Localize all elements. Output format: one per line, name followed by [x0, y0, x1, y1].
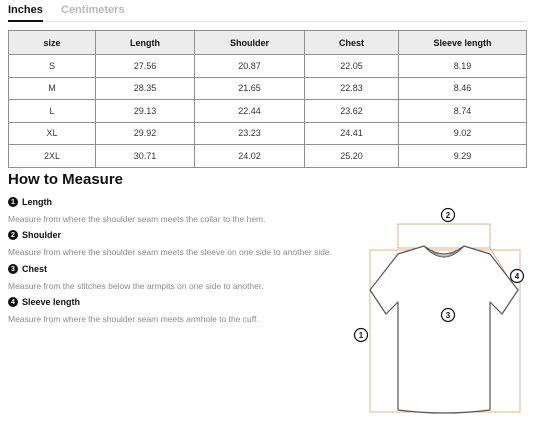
column-header-sleeve-length: Sleeve length [399, 31, 527, 55]
size-chart-table [8, 30, 527, 168]
marker-2 [442, 209, 455, 222]
measure-item-length [8, 197, 265, 224]
table-cell: 8.19 [399, 55, 527, 78]
table-cell: 28.35 [96, 77, 195, 100]
table-cell: 21.65 [195, 77, 305, 100]
table-cell: 9.02 [399, 122, 527, 145]
table-cell: 22.44 [195, 100, 305, 123]
measure-description: Measure from where the shoulder seam meets the sleeve on one side to another side. [8, 247, 333, 257]
tab-inches[interactable]: Inches [8, 4, 43, 16]
measure-description: Measure from the stitches below the armpits on one side to another. [8, 281, 264, 291]
table-cell: L [9, 100, 96, 123]
unit-tabs [8, 0, 525, 22]
table-cell: 2XL [9, 145, 96, 168]
marker-3 [442, 309, 455, 322]
table-row [9, 100, 527, 123]
table-cell: S [9, 55, 96, 78]
measure-description: Measure from where the shoulder seam meets the collar to the hem. [8, 214, 266, 224]
number-badge: 3 [8, 264, 18, 274]
number-badge: 2 [8, 230, 18, 240]
measure-label: Sleeve length [22, 297, 81, 307]
table-cell: 24.41 [305, 122, 399, 145]
column-header-shoulder: Shoulder [195, 31, 305, 55]
marker-2-label: 2 [445, 211, 451, 220]
tshirt-measure-diagram [352, 204, 533, 426]
table-cell: 20.87 [195, 55, 305, 78]
measure-label: Chest [22, 264, 48, 274]
table-cell: 8.46 [399, 77, 527, 100]
table-cell: 8.74 [399, 100, 527, 123]
measure-label: Shoulder [22, 230, 62, 240]
column-header-length: Length [96, 31, 195, 55]
table-row [9, 77, 527, 100]
table-cell: 9.29 [399, 145, 527, 168]
table-row [9, 122, 527, 145]
table-cell: 22.05 [305, 55, 399, 78]
table-cell: 23.62 [305, 100, 399, 123]
how-to-measure-heading: How to Measure [8, 171, 124, 188]
table-cell: 29.13 [96, 100, 195, 123]
marker-1-label: 1 [358, 331, 364, 340]
measure-label: Length [22, 197, 52, 207]
number-badge: 1 [8, 197, 18, 207]
table-cell: 23.23 [195, 122, 305, 145]
measure-item-sleeve-length [8, 297, 259, 324]
table-row [9, 55, 527, 78]
marker-3-label: 3 [445, 311, 451, 320]
table-row [9, 145, 527, 168]
shoulder-guide [398, 224, 490, 248]
measure-description: Measure from where the shoulder seam meets armhole to the cuff. [8, 314, 259, 324]
measure-item-chest [8, 264, 264, 291]
tshirt-outline [370, 246, 518, 413]
table-cell: 27.56 [96, 55, 195, 78]
table-cell: M [9, 77, 96, 100]
table-cell: 30.71 [96, 145, 195, 168]
measure-item-shoulder [8, 230, 332, 257]
table-header-row [9, 31, 527, 55]
column-header-size: size [9, 31, 96, 55]
marker-4-label: 4 [514, 272, 520, 281]
marker-4 [511, 270, 524, 283]
tab-centimeters[interactable]: Centimeters [61, 4, 125, 16]
table-cell: XL [9, 122, 96, 145]
table-cell: 24.02 [195, 145, 305, 168]
number-badge: 4 [8, 297, 18, 307]
table-cell: 22.83 [305, 77, 399, 100]
marker-1 [355, 329, 368, 342]
column-header-chest: Chest [305, 31, 399, 55]
table-cell: 25.20 [305, 145, 399, 168]
table-cell: 29.92 [96, 122, 195, 145]
